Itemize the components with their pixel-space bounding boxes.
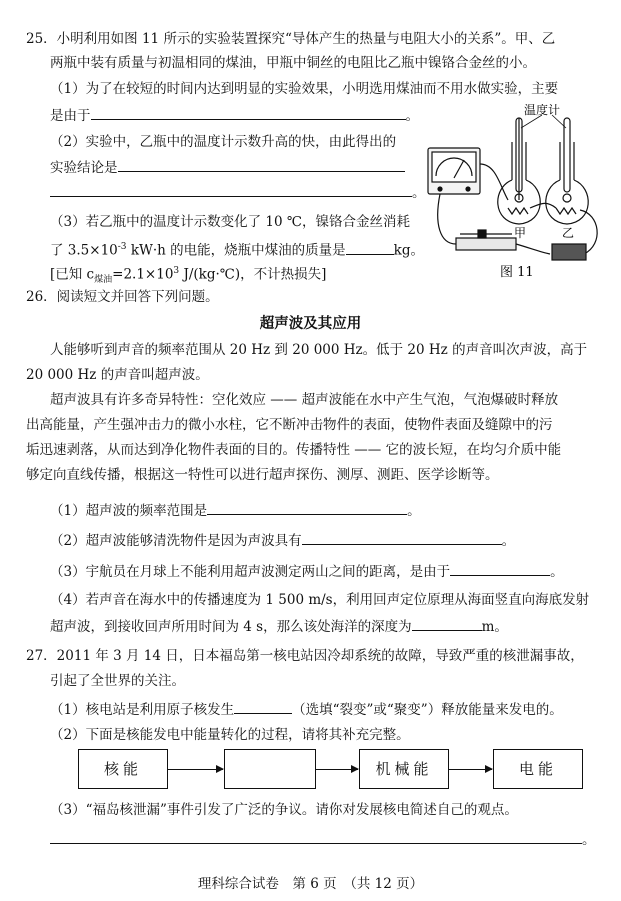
q25-part3-text-a: 了 3.5×10	[50, 242, 118, 259]
q27-line-1: 27．2011 年 3 月 14 日，日本福岛第一核电站因冷却系统的故障，导致严重的核泄漏事故，	[26, 648, 584, 664]
q26-sub-1-end: 。	[407, 503, 421, 519]
figure-caption: 图 11	[500, 265, 534, 280]
q25-part2-line-2	[50, 157, 405, 177]
bottle-yi	[546, 118, 588, 224]
passage-para2-line-1: 超声波具有许多奇异特性：空化效应 —— 超声波能在水中产生气泡，气泡爆破时释放	[50, 392, 559, 408]
bottle-jia	[498, 118, 540, 224]
q25-part1-end: 。	[405, 108, 419, 124]
thermometer-label: 温度计	[524, 104, 561, 117]
flow-box-electric: 电能	[493, 749, 583, 789]
flow-arrow-1	[167, 769, 223, 770]
q26-sub-3	[50, 561, 564, 581]
q27-sub-1	[50, 699, 563, 719]
q26-sub-1	[50, 500, 421, 520]
q25-part1-line-2	[50, 105, 419, 125]
q25-part3-text-b: kW·h 的电能，烧瓶中煤油的质量是	[126, 242, 346, 259]
q25-answer-blank-2[interactable]	[118, 157, 405, 172]
q25-part3-line-1: （3）若乙瓶中的温度计示数变化了 10 ℃，镍铬合金丝消耗	[50, 214, 410, 230]
q26-sub-2-end: 。	[501, 533, 516, 549]
rheostat	[456, 238, 516, 250]
battery-switch	[552, 244, 586, 260]
q27-sub-1-text-b: （选填“裂变”或“聚变”）释放能量来发电的。	[292, 702, 563, 718]
q26-sub-4-line-2	[50, 616, 508, 636]
q25-answer-blank-1[interactable]	[91, 105, 406, 120]
q25-answer-blank-2b[interactable]	[50, 182, 412, 197]
q25-known-sub: 煤油	[94, 275, 113, 286]
q25-known-c: J/(kg·℃)，不计热损失]	[179, 266, 327, 283]
wire-1	[480, 164, 508, 200]
q27-sub-3: （3）“福岛核泄漏”事件引发了广泛的争议。请你对发展核电简述自己的观点。	[50, 802, 518, 818]
wire-2	[530, 203, 556, 208]
q27-sub-3-end: 。	[582, 832, 596, 848]
q27-answer-blank-3[interactable]	[50, 829, 582, 844]
q25-part3-line-2	[50, 238, 424, 260]
q26-sub-1-text: （1）超声波的频率范围是	[50, 503, 208, 519]
q25-known-b: =2.1×10	[112, 266, 174, 283]
q26-answer-blank-3[interactable]	[450, 561, 550, 576]
q26-sub-3-end: 。	[550, 564, 564, 580]
bottle-jia-label: 甲	[514, 226, 527, 240]
q26-sub-4-line-1: （4）若声音在海水中的传播速度为 1 500 m/s，利用回声定位原理从海面竖直向海底发射	[50, 592, 590, 608]
q27-sub-2: （2）下面是核能发电中能量转化的过程，请将其补充完整。	[50, 727, 410, 743]
q25-known-condition	[50, 262, 326, 289]
passage-title: 超声波及其应用	[259, 315, 362, 332]
q26-sub-4-unit: m。	[481, 619, 508, 635]
bottle-yi-label: 乙	[562, 226, 575, 240]
flow-arrow-3	[448, 769, 492, 770]
flow-box-blank[interactable]	[224, 749, 316, 789]
q26-sub-2-text: （2）超声波能够清洗物件是因为声波具有	[50, 533, 302, 549]
passage-para2-line-3: 垢迅速剥落，从而达到净化物件表面的目的。传播特性 —— 它的波长短，在均匀介质中能	[26, 442, 562, 458]
q25-known-exp: 3	[173, 266, 180, 276]
q27-line-2: 引起了全世界的关注。	[50, 673, 185, 689]
wire-5	[516, 244, 550, 254]
passage-para1-line-1: 人能够听到声音的频率范围从 20 Hz 到 20 000 Hz。低于 20 Hz 的声音叫次声波，高于	[50, 342, 588, 358]
q25-part3-exponent: -3	[117, 242, 127, 252]
passage-para2-line-4: 够定向直线传播，根据这一特性可以进行超声探伤、测厚、测距、医学诊断等。	[26, 467, 499, 483]
q26-sub-4-text: 超声波，到接收回声所用时间为 4 s，那么该处海洋的深度为	[50, 619, 412, 635]
q27-answer-blank-1[interactable]	[234, 699, 292, 714]
page-footer: 理科综合试卷 第 6 页 （共 12 页）	[197, 876, 424, 892]
q25-part2-end: 。	[412, 185, 426, 201]
q27-sub-3-answer-line	[50, 829, 596, 849]
q25-part2-prefix: 实验结论是	[50, 160, 118, 176]
passage-para1-line-2: 20 000 Hz 的声音叫超声波。	[26, 367, 209, 383]
q25-part3-unit: kg。	[393, 242, 424, 259]
q25-part1-prefix: 是由于	[50, 108, 91, 124]
q25-part1-line-1: （1）为了在较短的时间内达到明显的实验效果，小明选用煤油而不用水做实验，主要	[50, 81, 559, 97]
q26-answer-blank-1[interactable]	[207, 500, 407, 515]
q25-line-2: 两瓶中装有质量与初温相同的煤油，甲瓶中铜丝的电阻比乙瓶中镍铬合金丝的小。	[50, 55, 536, 71]
flow-arrow-2	[315, 769, 358, 770]
q26-sub-3-text: （3）宇航员在月球上不能利用超声波测定两山之间的距离，是由于	[50, 564, 451, 580]
wire-4	[438, 194, 456, 244]
q26-answer-blank-4[interactable]	[412, 616, 482, 631]
q25-part2-line-3	[50, 182, 426, 202]
q27-sub-1-text-a: （1）核电站是利用原子核发生	[50, 702, 235, 718]
q26-sub-2	[50, 530, 515, 550]
q25-answer-blank-3[interactable]	[346, 240, 394, 255]
q25-line-1: 25．小明利用如图 11 所示的实验装置探究“导体产生的热量与电阻大小的关系”。甲、乙	[26, 31, 556, 47]
q26-line-1: 26．阅读短文并回答下列问题。	[26, 289, 219, 305]
flow-box-mechanical: 机械能	[359, 749, 449, 789]
passage-para2-line-2: 出高能量，产生强冲击力的微小水柱，它不断冲击物件的表面，使物件表面及缝隙中的污	[26, 417, 553, 433]
q25-part2-line-1: （2）实验中，乙瓶中的温度计示数升高的快，由此得出的	[50, 134, 397, 150]
q26-answer-blank-2[interactable]	[302, 530, 502, 545]
flow-box-nuclear: 核能	[78, 749, 168, 789]
figure-11-apparatus	[420, 104, 616, 280]
q25-known-a: [已知 c	[50, 266, 95, 283]
